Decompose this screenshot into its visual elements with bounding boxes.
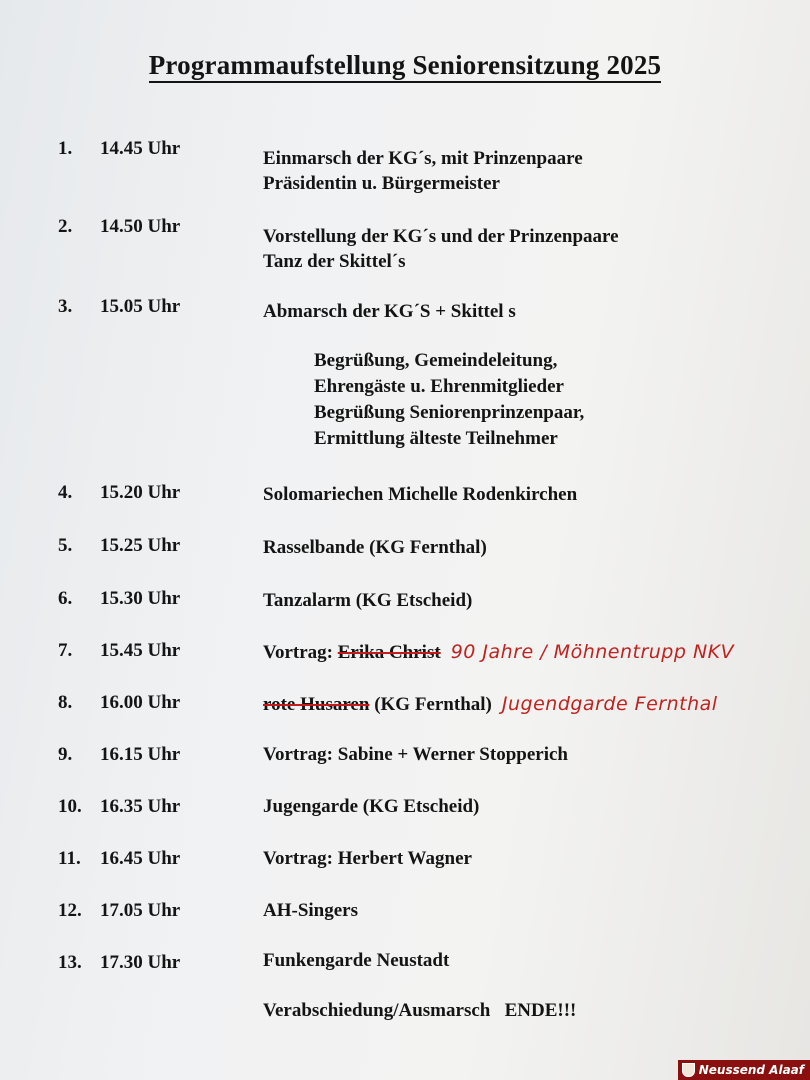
- item-time: 14.50 Uhr: [100, 216, 181, 237]
- handwritten-correction: Jugendgarde Fernthal: [501, 693, 718, 715]
- crest-icon: [682, 1063, 695, 1077]
- item-description: Einmarsch der KG´s, mit Prinzenpaare Präsidentin u. Bürgermeister: [263, 148, 583, 194]
- watermark-logo: Neussend Alaaf: [678, 1060, 810, 1080]
- item-number: 3.: [58, 296, 73, 317]
- item-time: 17.30 Uhr: [100, 952, 181, 973]
- item-description: rote Husaren (KG Fernthal) Jugendgarde Fernthal: [263, 693, 718, 715]
- item-time: 15.20 Uhr: [100, 482, 181, 503]
- item-time: 15.30 Uhr: [100, 588, 181, 609]
- item-description: Funkengarde Neustadt: [263, 950, 450, 971]
- item-number: 7.: [58, 640, 73, 661]
- item-description: Rasselbande (KG Fernthal): [263, 537, 487, 558]
- item-description: Vortrag: Sabine + Werner Stopperich: [263, 744, 568, 765]
- struck-text: Erika Christ: [337, 642, 441, 663]
- item-description: Abmarsch der KG´S + Skittel s: [263, 301, 516, 322]
- item-description: Vorstellung der KG´s und der Prinzenpaare Tanz der Skittel´s: [263, 226, 619, 272]
- item-time: 15.05 Uhr: [100, 296, 181, 317]
- item-number: 6.: [58, 588, 73, 609]
- item-number: 10.: [58, 796, 82, 817]
- item-number: 1.: [58, 138, 73, 159]
- page-title: Programmaufstellung Seniorensitzung 2025: [0, 50, 810, 81]
- greeting-block: Begrüßung, Gemeindeleitung, Ehrengäste u. Ehrenmitglieder Begrüßung Seniorenprinzenpaar, Ermittlung älteste Teilnehmer: [314, 350, 585, 449]
- item-description: Vortrag: Erika Christ 90 Jahre / Möhnentrupp NKV: [263, 641, 735, 663]
- item-number: 5.: [58, 535, 73, 556]
- struck-text: rote Husaren: [263, 694, 370, 715]
- item-description: Tanzalarm (KG Etscheid): [263, 590, 473, 611]
- item-time: 15.25 Uhr: [100, 535, 181, 556]
- item-time: 14.45 Uhr: [100, 138, 181, 159]
- item-number: 4.: [58, 482, 73, 503]
- item-description: Solomariechen Michelle Rodenkirchen: [263, 484, 578, 505]
- item-description: Vortrag: Herbert Wagner: [263, 848, 472, 869]
- item-time: 16.15 Uhr: [100, 744, 181, 765]
- item-description: Jugengarde (KG Etscheid): [263, 796, 480, 817]
- item-number: 2.: [58, 216, 73, 237]
- handwritten-correction: 90 Jahre / Möhnentrupp NKV: [450, 641, 735, 663]
- item-time: 16.00 Uhr: [100, 692, 181, 713]
- item-time: 16.45 Uhr: [100, 848, 181, 869]
- item-number: 12.: [58, 900, 82, 921]
- item-number: 11.: [58, 848, 81, 869]
- item-time: 16.35 Uhr: [100, 796, 181, 817]
- item-number: 13.: [58, 952, 82, 973]
- item-time: 17.05 Uhr: [100, 900, 181, 921]
- item-number: 8.: [58, 692, 73, 713]
- closing-line: Verabschiedung/Ausmarsch ENDE!!!: [263, 1000, 577, 1021]
- item-description: AH-Singers: [263, 900, 358, 921]
- item-time: 15.45 Uhr: [100, 640, 181, 661]
- item-number: 9.: [58, 744, 73, 765]
